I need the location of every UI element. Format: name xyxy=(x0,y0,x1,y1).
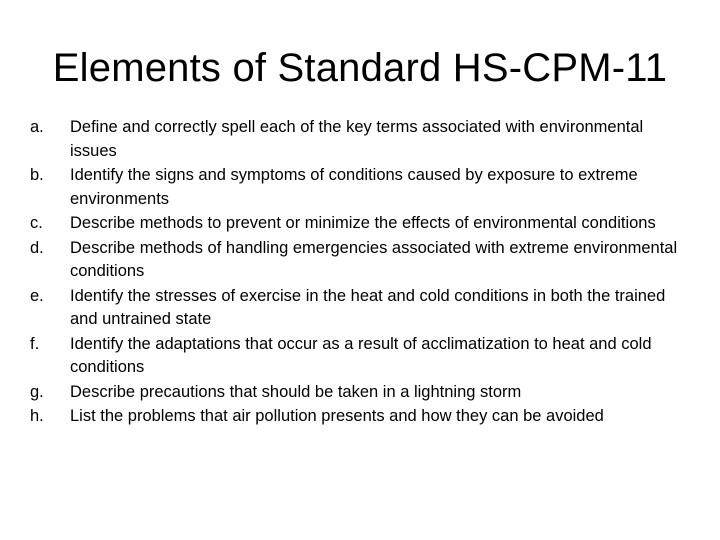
list-item xyxy=(30,333,690,380)
list-item xyxy=(30,164,690,211)
list-item-text: Describe methods to prevent or minimize the effects of environmental conditions xyxy=(70,214,656,232)
list-item-text: Identify the adaptations that occur as a result of acclimatization to heat and cold conditions xyxy=(70,334,652,376)
objectives-list xyxy=(30,116,690,430)
list-item xyxy=(30,285,690,332)
list-item-text: List the problems that air pollution presents and how they can be avoided xyxy=(70,407,604,425)
list-item xyxy=(30,237,690,284)
list-marker: g. xyxy=(30,382,44,401)
list-item xyxy=(30,212,690,236)
list-item xyxy=(30,116,690,163)
list-marker: e. xyxy=(30,286,44,305)
list-item xyxy=(30,405,690,429)
list-item-text: Describe methods of handling emergencies associated with extreme environmental conditions xyxy=(70,238,678,280)
list-marker: d. xyxy=(30,238,44,257)
list-marker: b. xyxy=(30,166,44,184)
list-item-text: Define and correctly spell each of the key terms associated with environmental issues xyxy=(70,118,644,160)
list-marker: c. xyxy=(30,214,43,232)
slide-title: Elements of Standard HS-CPM-11 xyxy=(52,46,668,90)
list-item-text: Identify the signs and symptoms of conditions caused by exposure to extreme environments xyxy=(70,166,638,208)
list-item xyxy=(30,381,690,405)
list-marker: f. xyxy=(30,334,40,353)
list-marker: a. xyxy=(30,118,44,136)
list-item-text: Identify the stresses of exercise in the heat and cold conditions in both the trained and untrained state xyxy=(70,286,666,328)
list-item-text: Describe precautions that should be taken in a lightning storm xyxy=(70,382,522,401)
list-marker: h. xyxy=(30,407,44,425)
